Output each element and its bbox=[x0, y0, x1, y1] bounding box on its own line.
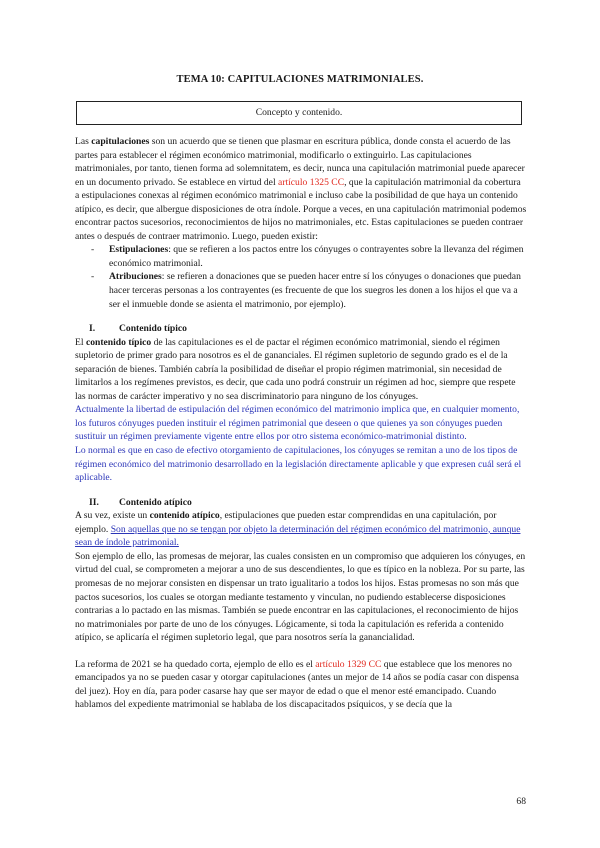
page-title: TEMA 10: CAPITULACIONES MATRIMONIALES. bbox=[176, 74, 424, 85]
text-run: El bbox=[75, 336, 86, 348]
text-run: : se refieren a donaciones que se pueden hacer entre sí los cónyuges o donaciones que puedan hacer terceras personas a los contrayentes (es frecuente de que los suegros les donen a los hijos el que va a ser el inmueble donde se asienta el matrimonio, por ejemplo). bbox=[109, 271, 521, 310]
list-item bbox=[75, 243, 527, 270]
list-item bbox=[75, 270, 527, 311]
page-number: 68 bbox=[516, 796, 526, 807]
dash-bullet: - bbox=[91, 271, 95, 283]
term-contenido-tipico: contenido típico bbox=[85, 336, 152, 348]
article-reference-1325[interactable]: artículo 1325 CC bbox=[278, 176, 345, 188]
text-run: A su vez, existe un bbox=[75, 510, 150, 522]
promises-paragraph: Son ejemplo de ello, las promesas de mejorar, las cuales consisten en un compromiso que adquieren los cónyuges, en virtud del cual, se comprometen a mejorar a uno de sus descendientes, lo que es típico en la nobleza. Por su parte, las promesas de no mejorar consisten en dispensar un trato igualitario a todos los hijos. Estas promesas no son más que pactos sucesorios, los cuales se otorgan mediante testamento y vinculan, no pudiendo establecerse disposiciones contrarias a lo pactado en las mismas. También se puede encontrar en las capitulaciones, el reconocimiento de hijos no matrimoniales por parte de uno de los cónyuges. Lógicamente, si toda la capitulación es referida a contenido atípico, se aplicaría el régimen supletorio legal, que para nosotros sería la ganancialidad. bbox=[75, 550, 526, 644]
dash-bullet: - bbox=[91, 244, 95, 256]
term-contenido-atipico: contenido atípico bbox=[149, 510, 220, 522]
section-number: II. bbox=[89, 496, 99, 508]
text-run: : que se refieren a los pactos entre los cónyuges o contrayentes sobre la llevanza del régimen económico matrimonial. bbox=[109, 244, 524, 269]
article-reference-1329[interactable]: artículo 1329 CC bbox=[315, 658, 382, 670]
section-box-heading: Concepto y contenido. bbox=[76, 101, 522, 125]
intro-paragraph bbox=[75, 135, 527, 243]
text-run: de las capitulaciones es el de pactar el régimen económico matrimonial, siendo el régimen supletorio de primer grado para nosotros es el de gananciales. El régimen supletorio de segundo grado es el de la separación de bienes. También cabría la posibilidad de diseñar el propio régimen matrimonial, sin necesidad de limitarlos a los regímenes previstos, es decir, que cada uno podrá construir un régimen ad hoc, siempre que respete las normas de carácter imperativo y no sea discriminatorio para ninguno de los cónyuges. bbox=[75, 336, 516, 402]
text-run: Las bbox=[75, 136, 92, 147]
document-body bbox=[75, 135, 527, 712]
text-run: son un acuerdo que se tienen que plasmar en escritura pública, donde consta el acuerdo de las partes para establecer el régimen económico matrimonial, modificarlo o extinguirlo. Las capitulaciones matrimoniales, por tanto, tienen forma ad solemnitatem, es decir, nunca una capitulación matrimonial puede aparecer en un documento privado. Se establece en virtud del bbox=[75, 136, 525, 188]
paragraph-gap bbox=[75, 645, 527, 658]
section-heading-typical bbox=[75, 322, 527, 336]
typical-paragraph bbox=[75, 336, 527, 404]
section-title: Contenido atípico bbox=[119, 496, 192, 508]
section-heading-atypical bbox=[75, 496, 527, 510]
section-number: I. bbox=[89, 323, 96, 335]
typical-blue-paragraph-2: Lo normal es que en caso de efectivo otorgamiento de capitulaciones, los cónyuges se remitan a uno de los tipos de régimen económico del matrimonio desarrollado en la legislación directamente aplicable y que expresen cuál será el aplicable. bbox=[75, 445, 522, 484]
section-title: Contenido típico bbox=[119, 323, 187, 335]
bullet-list bbox=[75, 243, 527, 311]
text-run: , que la capitulación matrimonial da cobertura a estipulaciones conexas al régimen económico matrimonial e incluso cabe la posibilidad de que haya un contenido atípico, es decir, que albergue disposiciones de otra índole. Porque a veces, en una capitulación matrimonial podemos encontrar pactos sucesorios, reconocimientos de hijos no matrimoniales, etc. Estas capitulaciones se pueden contraer antes o después de contraer matrimonio. Luego, pueden existir: bbox=[75, 176, 527, 242]
text-run: La reforma de 2021 se ha quedado corta, ejemplo de ello es el bbox=[75, 658, 316, 670]
term-atribuciones: Atribuciones bbox=[109, 271, 162, 283]
typical-blue-paragraph-1: Actualmente la libertad de estipulación del régimen económico del matrimonio implica que, en cualquier momento, los futuros cónyuges pueden instituir el régimen patrimonial que deseen o que quienes ya son cónyuges pueden sustituir un régimen previamente vigente entre ellos por otro sistema económico-matrimonial distinto. bbox=[75, 404, 520, 443]
underlined-blue-text: Son aquellas que no se tengan por objeto la determinación del régimen económico del matrimonio, aunque sean de índole patrimonial. bbox=[75, 523, 521, 549]
term-capitulaciones: capitulaciones bbox=[91, 136, 150, 147]
term-estipulaciones: Estipulaciones bbox=[109, 244, 169, 256]
text-run: que establece que los menores no emancipados ya no se pueden casar y otorgar capitulaciones (antes un mejor de 14 años se podía casar con dispensa del juez). Hoy en día, para poder casarse hay que ser mayor de edad o que el menor esté emancipado. Cuando hablamos del expediente matrimonial se hablaba de los discapacitados psíquicos, y se decía que la bbox=[75, 658, 519, 711]
reform-paragraph bbox=[75, 658, 527, 712]
atypical-paragraph bbox=[75, 509, 527, 550]
text-run: , estipulaciones que pueden estar comprendidas en una capitulación, por ejemplo. bbox=[75, 510, 497, 535]
